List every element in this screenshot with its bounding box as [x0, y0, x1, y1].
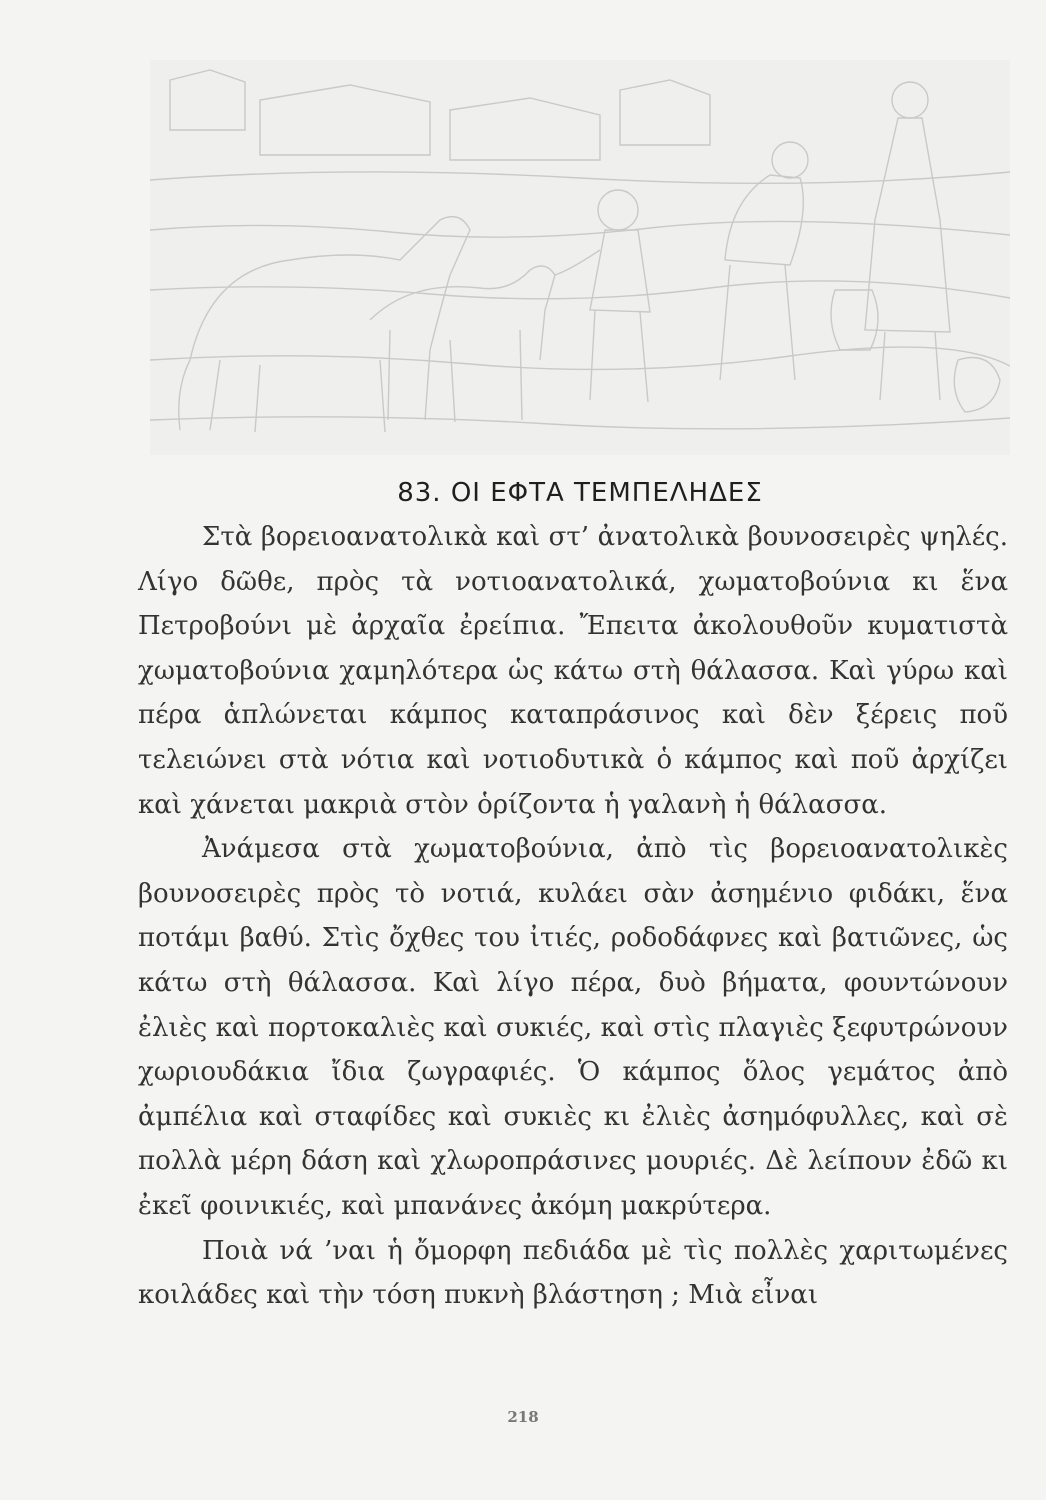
- page-number: 218: [507, 1408, 539, 1426]
- horses-and-people-drawing: [150, 60, 1010, 455]
- chapter-body: [138, 515, 1008, 1318]
- chapter-title: 83. ΟΙ ΕΦΤΑ ΤΕΜΠΕΛΗΔΕΣ: [397, 478, 763, 508]
- paragraph-1: Στὰ βορειοανατολικὰ καὶ στ’ ἀνατολικὰ βουνοσειρὲς ψηλές. Λίγο δῶθε, πρὸς τὰ νοτιοανατολικά, χωματοβούνια κι ἕνα Πετροβούνι μὲ ἀρχαῖα ἐρείπια. Ἔπειτα ἀκολουθοῦν κυματιστὰ χωματοβούνια χαμηλότερα ὡς κάτω στὴ θάλασσα. Καὶ γύρω καὶ πέρα ἁπλώνεται κάμπος καταπράσινος καὶ δὲν ξέρεις ποῦ τελειώνει στὰ νότια καὶ νοτιοδυτικὰ ὁ κάμπος καὶ ποῦ ἀρχίζει καὶ χάνεται μακριὰ στὸν ὁρίζοντα ἡ γαλανὴ ἡ θάλασσα.: [138, 522, 1008, 820]
- paragraph-2: Ἀνάμεσα στὰ χωματοβούνια, ἀπὸ τὶς βορειοανατολικὲς βουνοσειρὲς πρὸς τὸ νοτιά, κυλάει σὰν ἀσημένιο φιδάκι, ἕνα ποτάμι βαθύ. Στὶς ὄχθες του ἰτιές, ροδοδάφνες καὶ βατιῶνες, ὡς κάτω στὴ θάλασσα. Καὶ λίγο πέρα, δυὸ βήματα, φουντώνουν ἐλιὲς καὶ πορτοκαλιὲς καὶ συκιές, καὶ στὶς πλαγιὲς ξεφυτρώνουν χωριουδάκια ἴδια ζωγραφιές. Ὁ κάμπος ὅλος γεμάτος ἀπὸ ἀμπέλια καὶ σταφίδες καὶ συκιὲς κι ἐλιὲς ἀσημόφυλλες, καὶ σὲ πολλὰ μέρη δάση καὶ χλωροπράσινες μουριές. Δὲ λείπουν ἐδῶ κι ἐκεῖ φοινικιές, καὶ μπανάνες ἀκόμη μακρύτερα.: [138, 834, 1008, 1221]
- chapter-illustration: [150, 60, 1010, 455]
- paragraph-3: Ποιὰ νά ’ναι ἡ ὄμορφη πεδιάδα μὲ τὶς πολλὲς χαριτωμένες κοιλάδες καὶ τὴν τόση πυκνὴ βλάστηση ; Μιὰ εἶναι: [138, 1235, 1008, 1311]
